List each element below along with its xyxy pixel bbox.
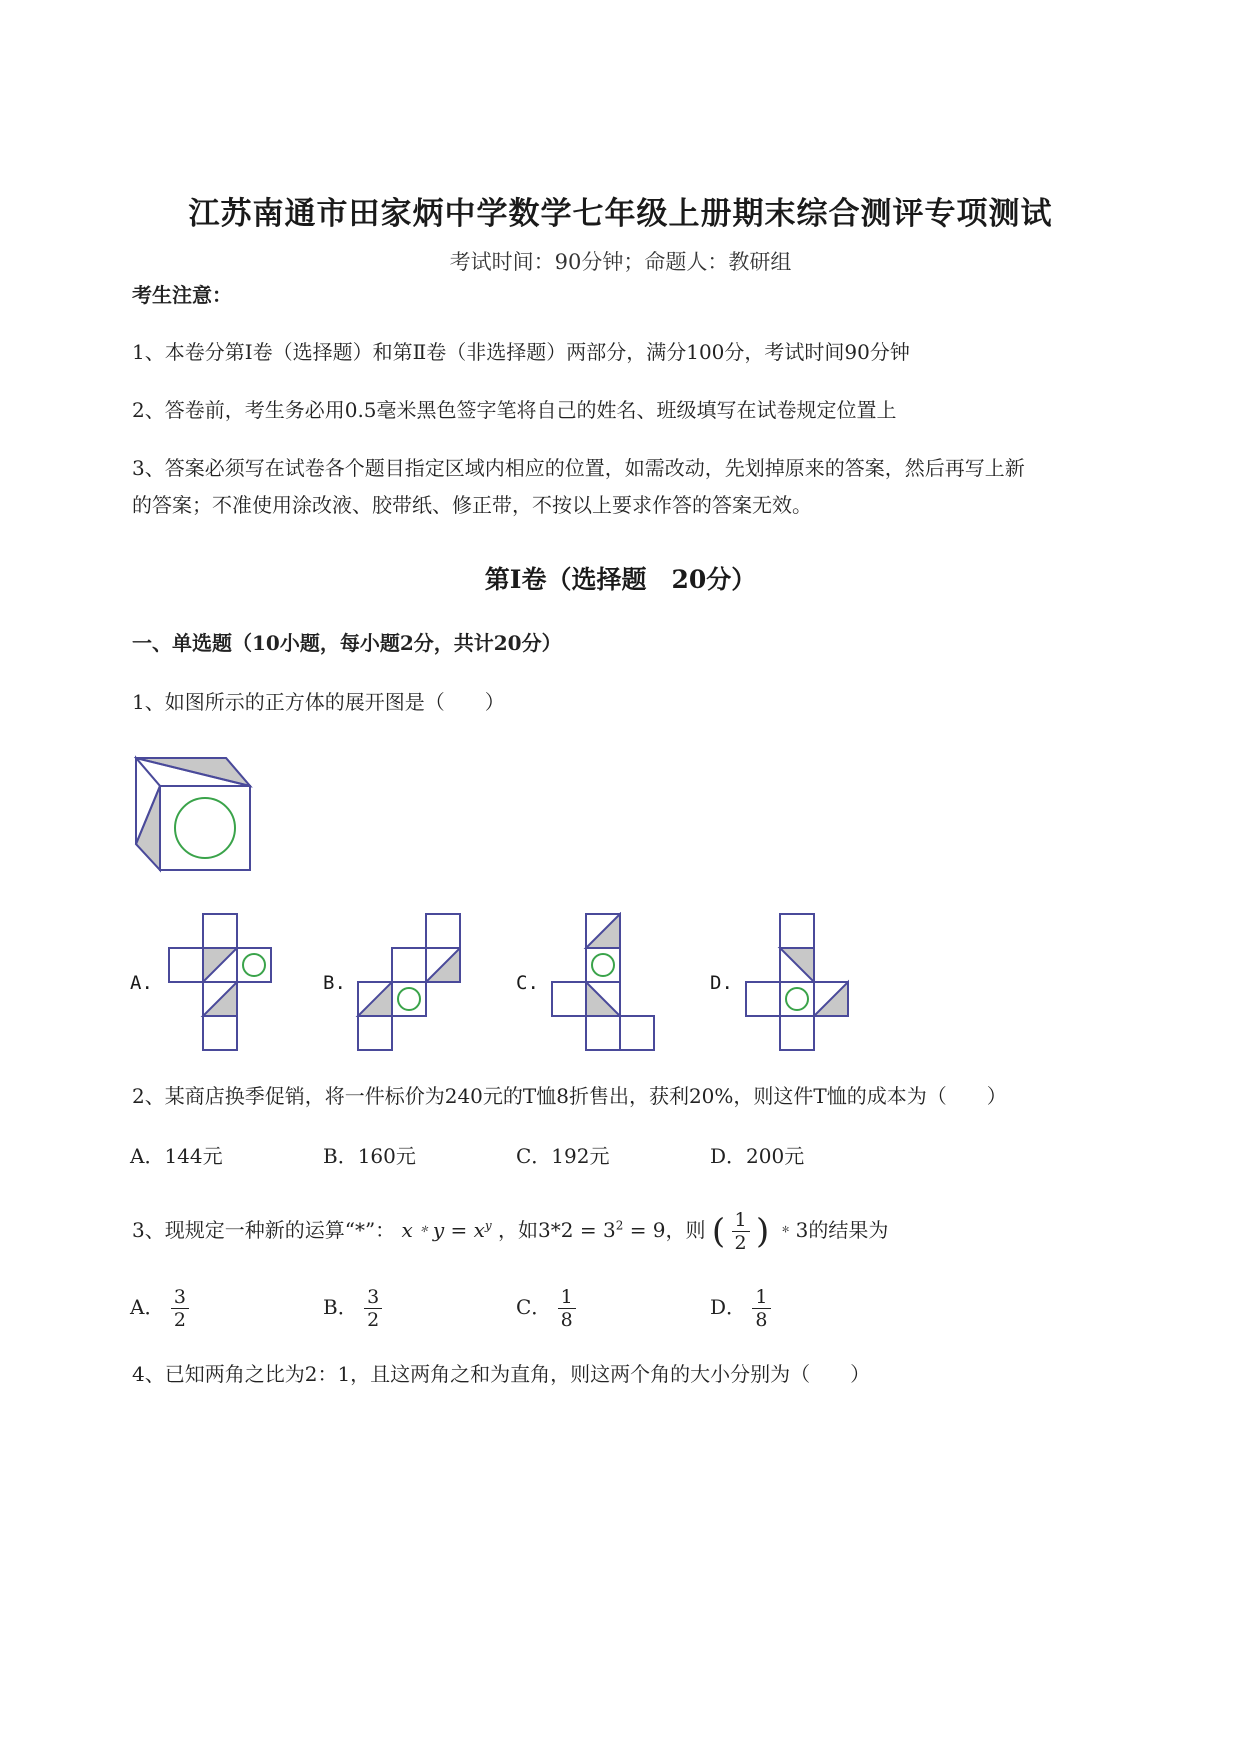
q3-option-d-label: D．: [710, 1295, 747, 1319]
question-1-stem: 1、如图所示的正方体的展开图是（ ）: [132, 690, 505, 714]
q3-example: ，如3*2 = 3: [498, 1218, 616, 1242]
notice-item-3: 3、答案必须写在试卷各个题目指定区域内相应的位置，如需改动，先划掉原来的答案，然后再写上新: [132, 456, 1025, 480]
q3-option-d-fraction: [752, 1286, 770, 1331]
q1-option-b-label[interactable]: B.: [323, 972, 346, 994]
q2-option-a[interactable]: A．144元: [130, 1144, 223, 1168]
q3-option-c-den: 8: [560, 1309, 573, 1331]
q3-option-a-label: A．: [130, 1295, 165, 1319]
q3-option-a-den: 2: [173, 1309, 186, 1331]
cube-figure: [130, 752, 258, 878]
question-2-stem: 2、某商店换季促销，将一件标价为240元的T恤8折售出，获利20%，则这件T恤的成本为（ ）: [132, 1084, 1007, 1108]
q3-example-exp: 2: [615, 1218, 624, 1233]
q3-formula: x﹡y = x: [401, 1218, 485, 1242]
q3-option-d-den: 8: [755, 1309, 768, 1331]
page-title: 江苏南通市田家炳中学数学七年级上册期末综合测评专项测试: [188, 196, 1053, 232]
q3-option-a-fraction: [171, 1286, 189, 1331]
q3-option-c-num: 1: [558, 1286, 576, 1309]
q3-option-b[interactable]: [323, 1286, 382, 1331]
q1-option-a-label[interactable]: A.: [130, 972, 153, 994]
q3-paren-num: 1: [732, 1209, 750, 1232]
q3-paren-fraction: [732, 1209, 750, 1254]
notice-item-3-cont: 的答案；不准使用涂改液、胶带纸、修正带，不按以上要求作答的答案无效。: [132, 493, 812, 517]
q3-option-a[interactable]: [130, 1286, 189, 1331]
q1-option-c-net[interactable]: [548, 912, 660, 1054]
notice-item-1: 1、本卷分第I卷（选择题）和第Ⅱ卷（非选择题）两部分，满分100分，考试时间90分钟: [132, 340, 910, 364]
q2-option-c[interactable]: C．192元: [516, 1144, 610, 1168]
q3-option-b-label: B．: [323, 1295, 358, 1319]
q3-option-d[interactable]: [710, 1286, 771, 1331]
q3-formula-exp: y: [484, 1218, 492, 1233]
q3-example-result: = 9，则: [629, 1218, 706, 1242]
q3-stem-post: ﹡3的结果为: [775, 1218, 889, 1242]
notice-heading: 考生注意：: [132, 283, 232, 307]
q3-option-c-label: C．: [516, 1295, 552, 1319]
q3-paren-open: (: [711, 1211, 726, 1252]
q3-paren-close: ): [755, 1211, 770, 1252]
q1-option-b-net[interactable]: [354, 912, 466, 1054]
q1-option-c-label[interactable]: C.: [516, 972, 539, 994]
q3-option-c[interactable]: [516, 1286, 576, 1331]
section-title: 第I卷（选择题 20分）: [484, 565, 757, 594]
q3-option-a-num: 3: [171, 1286, 189, 1309]
q3-stem-pre: 3、现规定一种新的运算“*”：: [132, 1218, 396, 1242]
q1-option-a-net[interactable]: [163, 912, 275, 1054]
q2-option-d[interactable]: D．200元: [710, 1144, 805, 1168]
question-3-stem: [132, 1209, 888, 1254]
q3-option-b-num: 3: [364, 1286, 382, 1309]
q1-option-d-net[interactable]: [742, 912, 854, 1054]
q3-option-b-den: 2: [367, 1309, 380, 1331]
exam-info: 考试时间：90分钟；命题人：教研组: [449, 250, 792, 274]
q2-option-b[interactable]: B．160元: [323, 1144, 416, 1168]
q3-option-d-num: 1: [752, 1286, 770, 1309]
q3-option-c-fraction: [558, 1286, 576, 1331]
q3-option-b-fraction: [364, 1286, 382, 1331]
part-heading: 一、单选题（10小题，每小题2分，共计20分）: [132, 631, 562, 655]
q1-option-d-label[interactable]: D.: [710, 972, 733, 994]
question-4-stem: 4、已知两角之比为2：1，且这两角之和为直角，则这两个角的大小分别为（ ）: [132, 1362, 871, 1386]
q3-paren-den: 2: [734, 1232, 747, 1254]
notice-item-2: 2、答卷前，考生务必用0.5毫米黑色签字笔将自己的姓名、班级填写在试卷规定位置上: [132, 398, 897, 422]
